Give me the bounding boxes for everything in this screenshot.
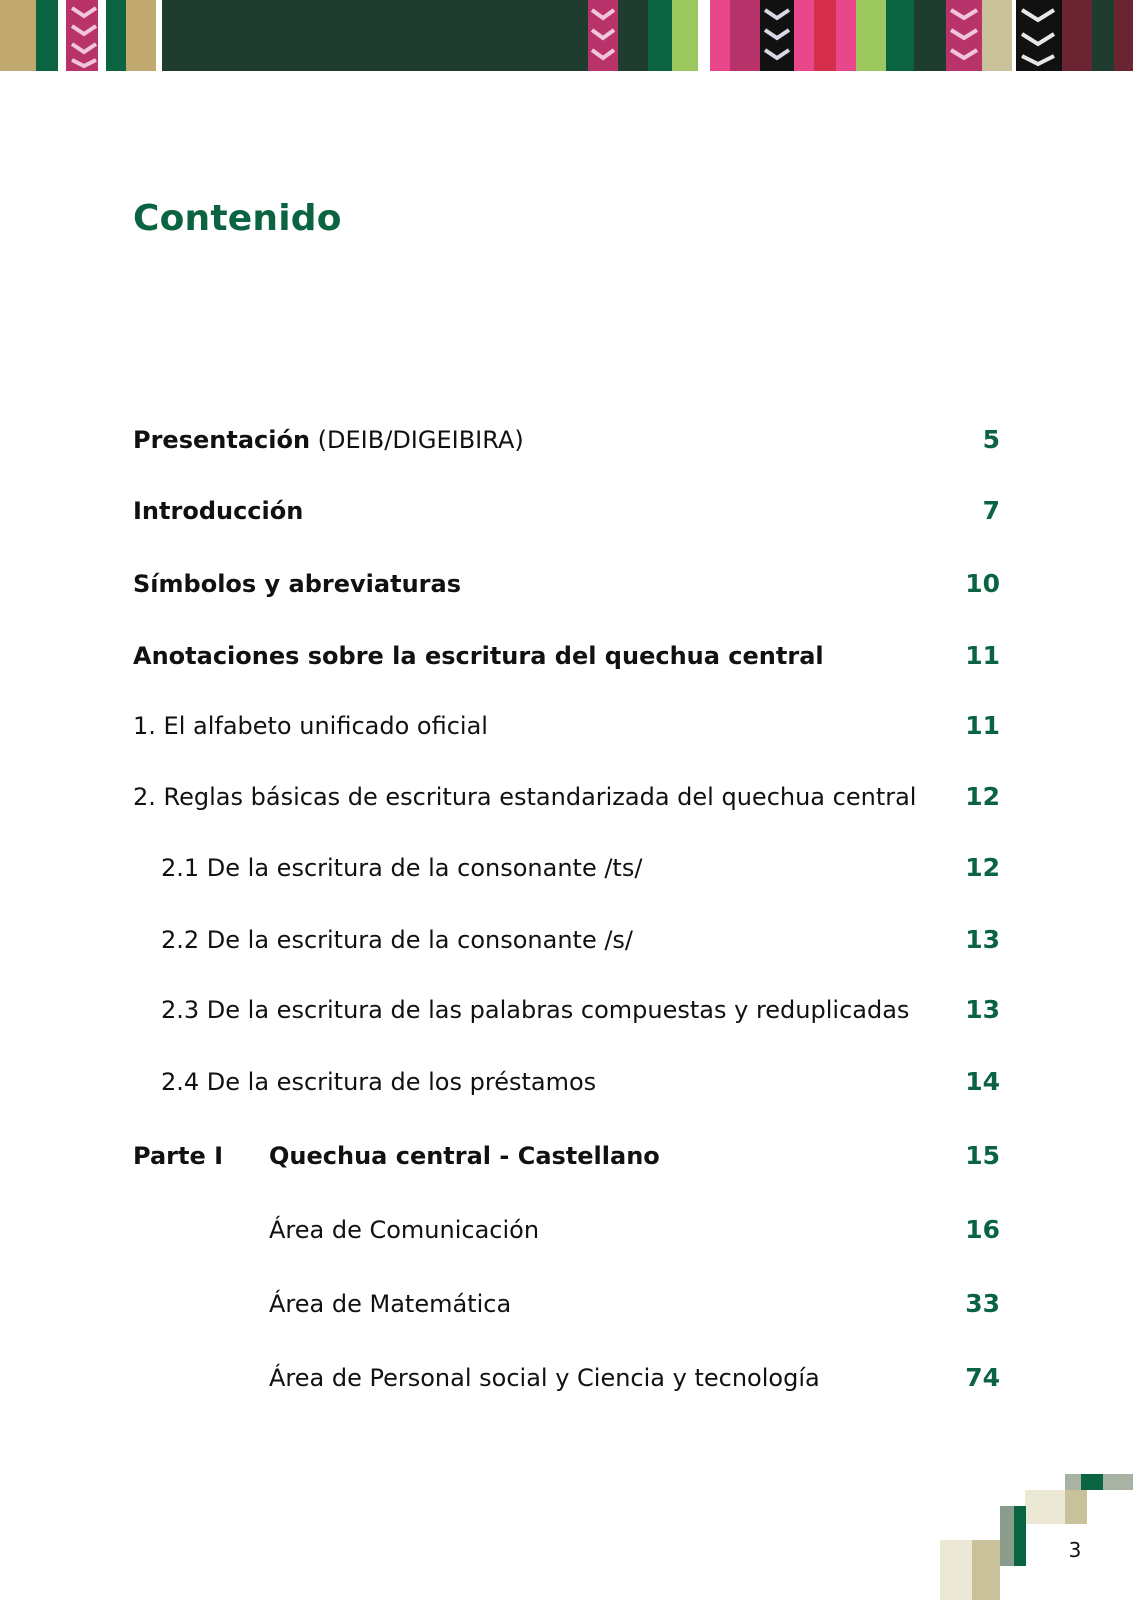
decorative-corner-blocks bbox=[940, 1470, 1133, 1600]
toc-entry-label: Área de Comunicación bbox=[269, 1216, 540, 1244]
toc-page-number: 11 bbox=[965, 711, 1000, 740]
toc-page-number: 12 bbox=[965, 782, 1000, 811]
page-title: Contenido bbox=[133, 198, 342, 239]
toc-page-number: 12 bbox=[965, 853, 1000, 882]
toc-entry-label: Presentación (DEIB/DIGEIBIRA) bbox=[133, 426, 524, 454]
toc-entry-personal-social[interactable] bbox=[0, 1358, 1133, 1398]
toc-entry-label: Quechua central - Castellano bbox=[269, 1142, 660, 1170]
toc-page-number: 10 bbox=[965, 569, 1000, 598]
toc-page-number: 14 bbox=[965, 1067, 1000, 1096]
toc-entry-label: Área de Matemática bbox=[269, 1290, 512, 1318]
toc-entry-label: Símbolos y abreviaturas bbox=[133, 570, 461, 598]
toc-entry-anotaciones[interactable] bbox=[0, 636, 1133, 676]
toc-page-number: 74 bbox=[965, 1363, 1000, 1392]
toc-entry-comunicacion[interactable] bbox=[0, 1210, 1133, 1250]
page-number: 3 bbox=[1068, 1538, 1082, 1562]
toc-entry-label: Área de Personal social y Ciencia y tecnología bbox=[269, 1364, 820, 1392]
toc-entry-parte-1[interactable] bbox=[0, 1136, 1133, 1176]
toc-page-number: 33 bbox=[965, 1289, 1000, 1318]
toc-entry-consonante-ts[interactable] bbox=[0, 848, 1133, 888]
toc-entry-reglas[interactable] bbox=[0, 777, 1133, 817]
toc-entry-label: 2.2 De la escritura de la consonante /s/ bbox=[161, 926, 634, 954]
toc-entry-label: 2. Reglas básicas de escritura estandarizada del quechua central bbox=[133, 783, 917, 811]
toc-entry-label: 2.3 De la escritura de las palabras compuestas y reduplicadas bbox=[161, 996, 910, 1024]
toc-page-number: 11 bbox=[965, 641, 1000, 670]
toc-part-label: Parte I bbox=[133, 1142, 224, 1170]
toc-entry-introduccion[interactable] bbox=[0, 491, 1133, 531]
toc-page-number: 15 bbox=[965, 1141, 1000, 1170]
toc-page-number: 5 bbox=[982, 425, 1000, 454]
toc-page-number: 16 bbox=[965, 1215, 1000, 1244]
toc-entry-label: Anotaciones sobre la escritura del quechua central bbox=[133, 642, 824, 670]
toc-entry-label: Introducción bbox=[133, 497, 304, 525]
toc-entry-simbolos[interactable] bbox=[0, 564, 1133, 604]
toc-entry-suffix: (DEIB/DIGEIBIRA) bbox=[310, 426, 524, 454]
toc-entry-prestamos[interactable] bbox=[0, 1062, 1133, 1102]
toc-entry-label: 2.1 De la escritura de la consonante /ts/ bbox=[161, 854, 643, 882]
toc-entry-consonante-s[interactable] bbox=[0, 920, 1133, 960]
toc-entry-matematica[interactable] bbox=[0, 1284, 1133, 1324]
toc-entry-label: 1. El alfabeto unificado oficial bbox=[133, 712, 488, 740]
toc-entry-alfabeto[interactable] bbox=[0, 706, 1133, 746]
toc-entry-compuestas[interactable] bbox=[0, 990, 1133, 1030]
toc-page-number: 7 bbox=[982, 496, 1000, 525]
toc-page-number: 13 bbox=[965, 925, 1000, 954]
toc-page-number: 13 bbox=[965, 995, 1000, 1024]
stepped-squares-graphic bbox=[940, 1470, 1133, 1600]
toc-entry-label: 2.4 De la escritura de los préstamos bbox=[161, 1068, 597, 1096]
toc-entry-presentacion[interactable] bbox=[0, 420, 1133, 460]
